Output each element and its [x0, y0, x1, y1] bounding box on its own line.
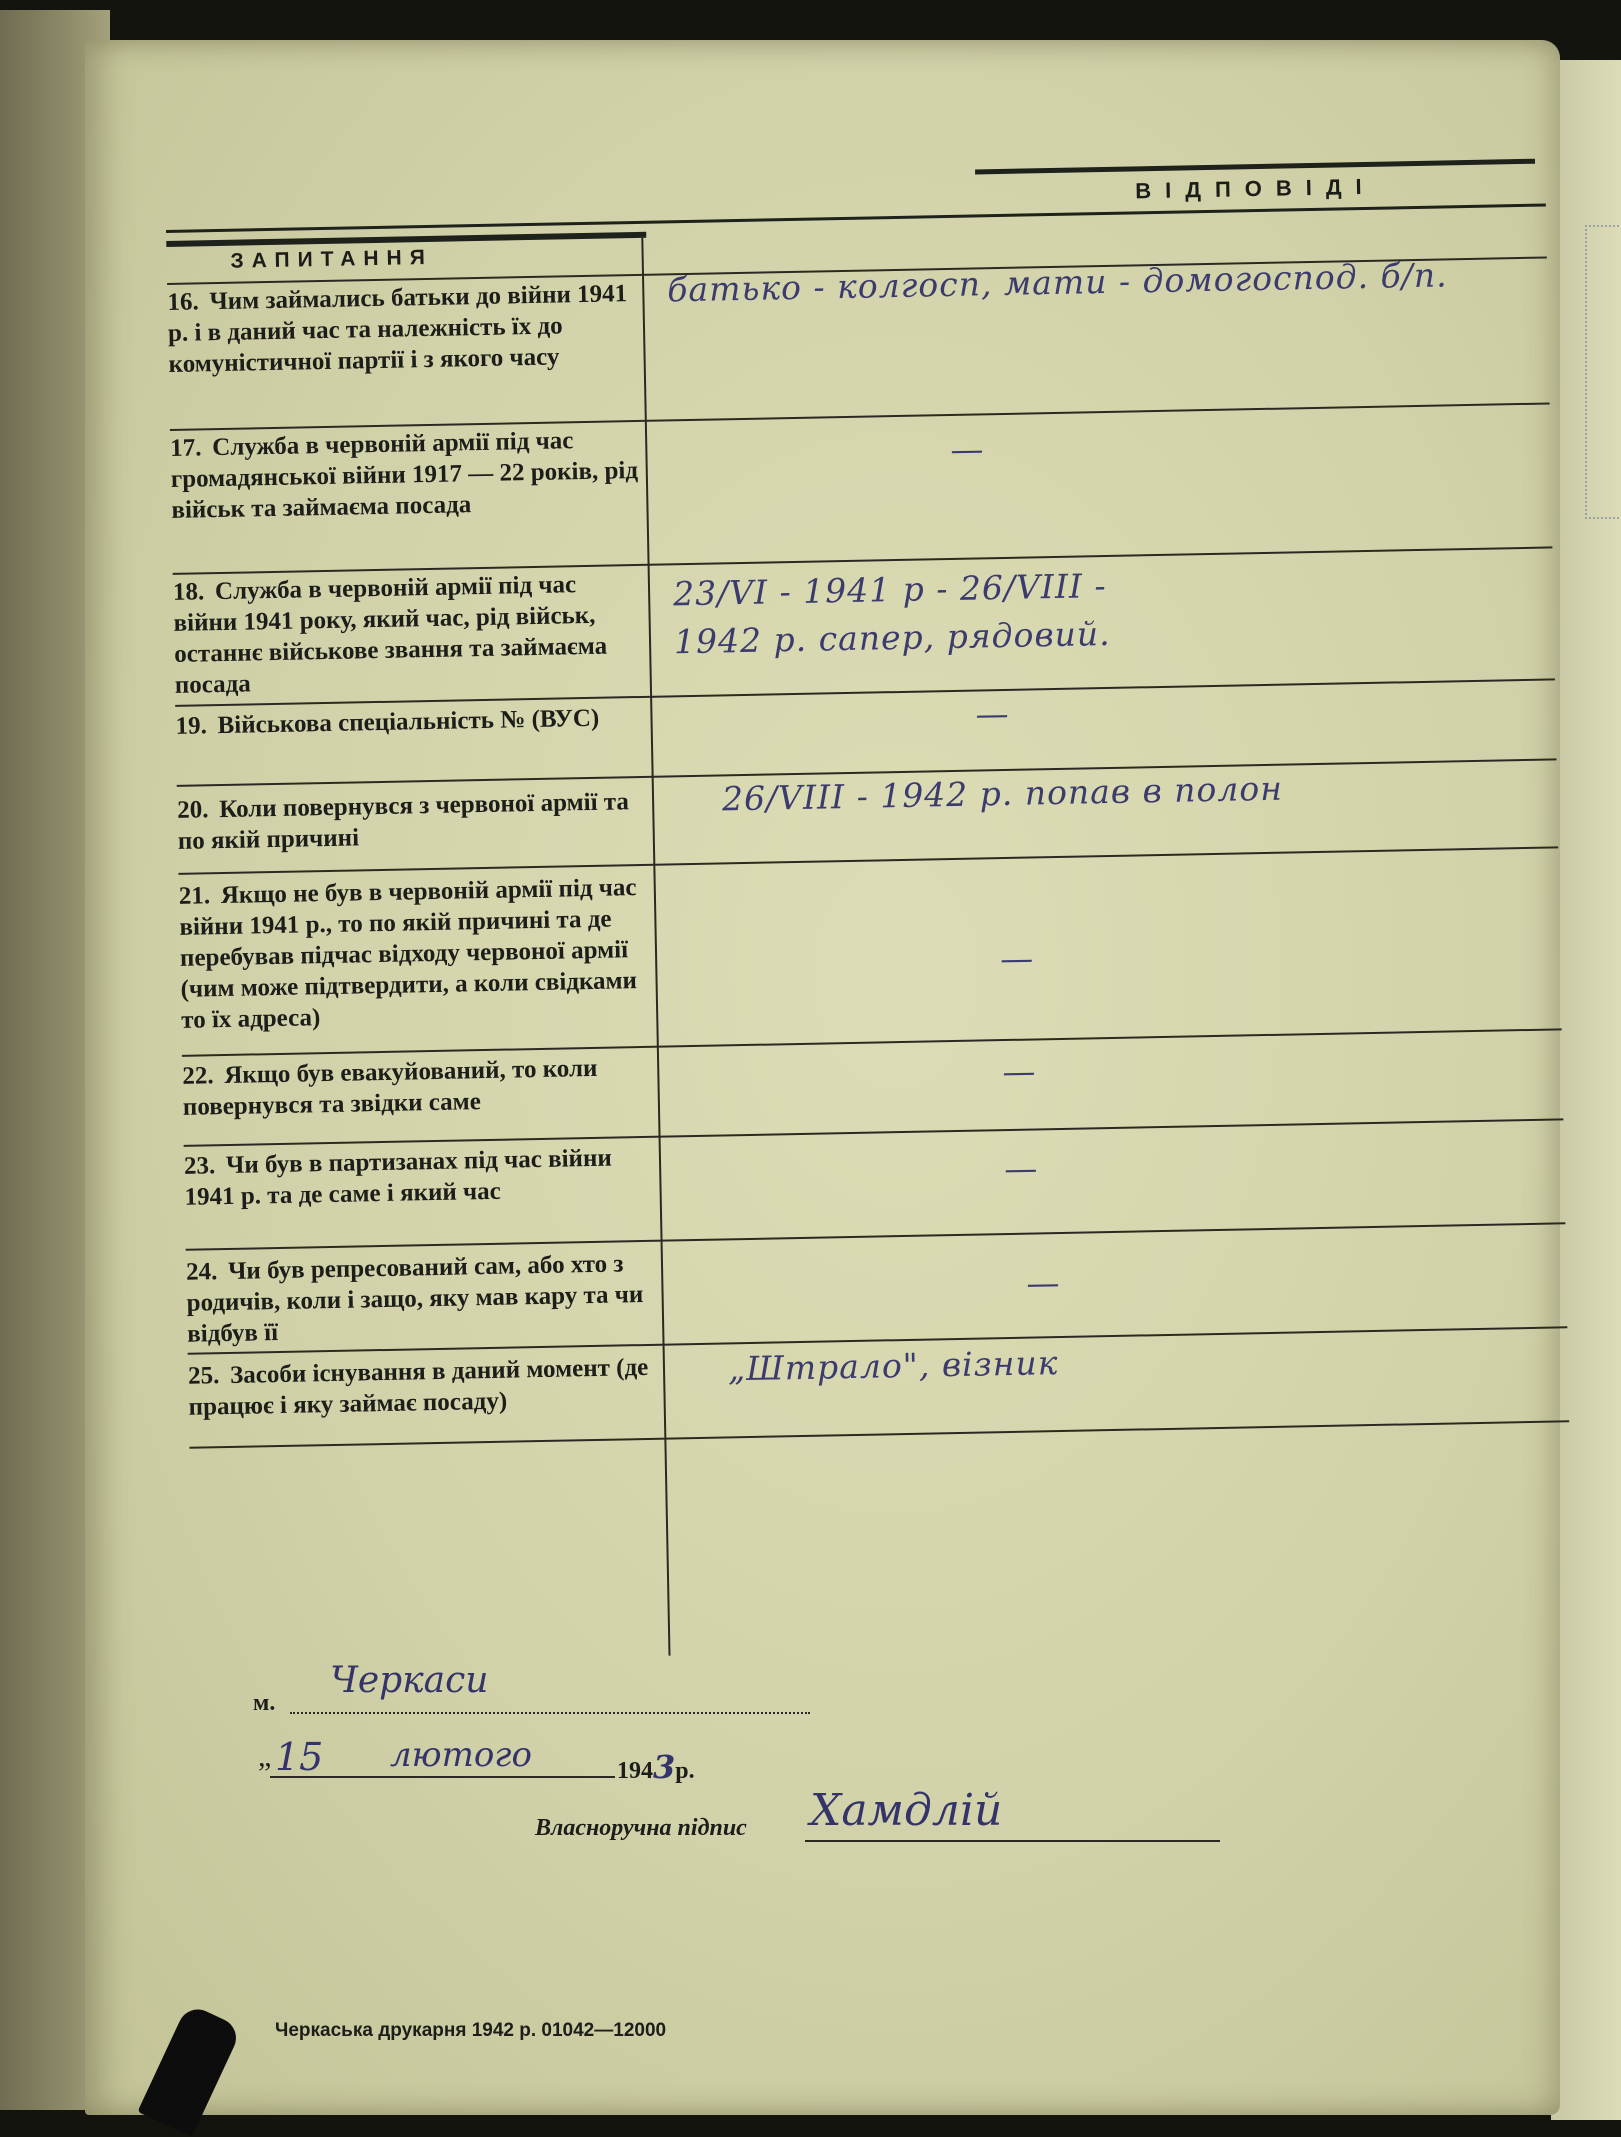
question-number: 18. — [172, 578, 205, 606]
question-text: Засоби існування в даний момент (де працює і яку займає посаду) — [188, 1353, 649, 1421]
question-19 — [175, 702, 646, 742]
question-23 — [184, 1142, 655, 1213]
question-number: 24. — [185, 1258, 218, 1286]
question-number: 21. — [178, 882, 211, 910]
answer-22: — — [1001, 1051, 1037, 1092]
answers-title: ВІДПОВІДІ — [1135, 173, 1376, 204]
answer-17: — — [950, 429, 985, 469]
answer-20: 26/VIII - 1942 р. попав в полон — [721, 768, 1284, 819]
question-25 — [188, 1352, 659, 1423]
signature: Хамдлій — [810, 1785, 1003, 1836]
year-printed: 194 — [617, 1758, 653, 1784]
table-bottom-rule — [189, 1420, 1569, 1448]
question-text: Чим займались батьки до війни 1941 р. і в даний час та належність їх до комуністичної партії і з якого часу — [167, 280, 628, 378]
question-number: 22. — [182, 1062, 214, 1090]
question-18 — [173, 568, 645, 701]
question-text: Служба в червоній армії під час громадянської війни 1917 — 22 років, рід військ та займаєма посада — [170, 427, 639, 524]
year-suffix: р. — [675, 1758, 695, 1784]
answer-21: — — [999, 938, 1035, 979]
question-number: 17. — [169, 434, 202, 462]
date-year — [617, 1748, 695, 1786]
date-month: лютого — [390, 1735, 532, 1775]
header-rule-2 — [166, 203, 1546, 232]
stamp-mark — [1585, 225, 1621, 519]
question-21 — [179, 872, 652, 1036]
question-number: 16. — [167, 288, 199, 316]
date-open-quote: „ — [258, 1740, 272, 1773]
question-number: 20. — [176, 796, 209, 824]
date-line — [270, 1776, 615, 1778]
questionnaire-table — [165, 149, 1574, 1675]
question-16 — [167, 278, 639, 380]
printer-imprint: Черкаська друкарня 1942 р. 01042—12000 — [275, 2020, 667, 2041]
question-17 — [170, 424, 642, 526]
question-text: Чи був репресований сам, або хто з родичів, коли і защо, яку мав кару та чи відбув її — [186, 1250, 644, 1348]
question-24 — [186, 1248, 658, 1350]
answer-23: — — [1003, 1148, 1039, 1189]
city-handwritten: Черкаси — [330, 1660, 489, 1701]
answer-16: батько - колгосп, мати - домогоспод. б/п. — [666, 255, 1448, 310]
signature-label: Власноручна підпис — [535, 1815, 747, 1841]
question-22 — [182, 1052, 653, 1123]
table-row — [186, 1222, 1566, 1250]
answer-25: „Штрало", візник — [727, 1343, 1059, 1389]
city-line — [290, 1712, 810, 1714]
city-prefix: м. — [253, 1690, 276, 1716]
questions-title: ЗАПИТАННЯ — [230, 245, 434, 273]
question-text: Якщо не був в червоній армії під час війни 1941 р., то по якій причині та де перебував підчас відходу червоної армії (чим може підтвердити, а коли свідками то їх адреса) — [179, 874, 638, 1034]
year-handwritten: 3 — [653, 1748, 676, 1786]
signature-line — [805, 1840, 1220, 1842]
question-text: Військова спеціальність № (ВУС) — [217, 704, 600, 740]
question-text: Коли повернувся з червоної армії та по якій причині — [177, 788, 630, 855]
question-number: 19. — [175, 712, 208, 740]
date-day: 15 — [275, 1735, 324, 1779]
answer-18: 23/VI - 1941 р - 26/VIII - 1942 р. сапер, рядовий. — [672, 566, 1111, 662]
answer-24: — — [1026, 1263, 1061, 1303]
question-20 — [177, 786, 648, 857]
answer-19: — — [975, 693, 1010, 734]
question-number: 23. — [183, 1152, 216, 1180]
question-text: Служба в червоній армії під час війни 1941 року, який час, рід військ, останнє військове звання та займаєма посада — [173, 571, 608, 699]
question-number: 25. — [187, 1362, 220, 1390]
question-text: Чи був в партизанах під час війни 1941 р. та де саме і який час — [184, 1144, 612, 1211]
question-text: Якщо був евакуйований, то коли повернувся та звідки саме — [182, 1054, 598, 1121]
